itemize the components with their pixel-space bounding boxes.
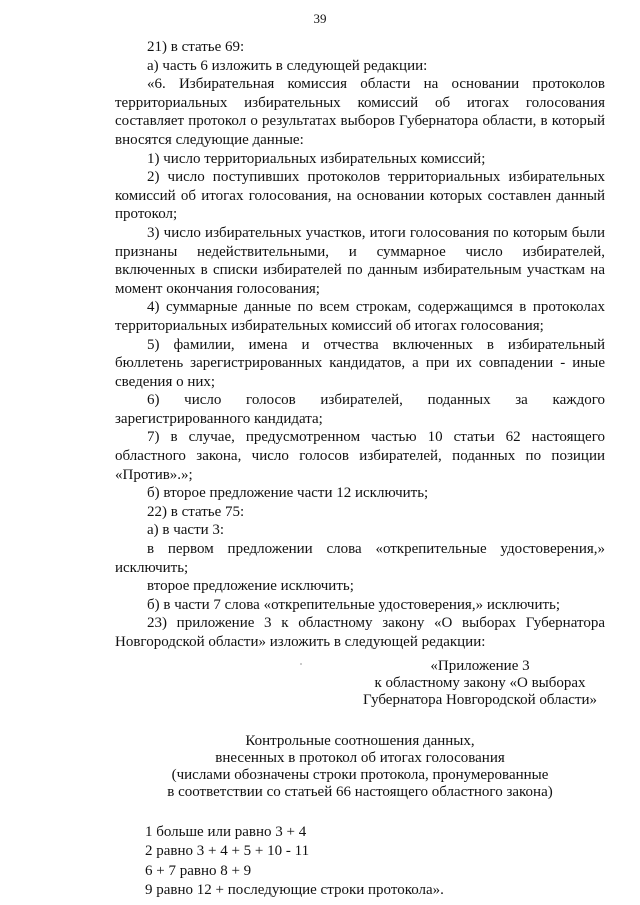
paragraph: 23) приложение 3 к областному закону «О выборах Губернатора Новгородской области» изложить в следующей редакции: — [115, 615, 605, 650]
appendix-title-line: в соответствии со статьей 66 настоящего областного закона) — [167, 783, 553, 800]
paragraph: 1) число территориальных избирательных комиссий; — [147, 150, 486, 167]
paragraph: 2) число поступивших протоколов территориальных избирательных комиссий об итогах голосования, на основании которых составлен данный протокол; — [115, 169, 605, 223]
paragraph: б) в части 7 слова «открепительные удостоверения,» исключить; — [147, 596, 561, 613]
paragraph: 5) фамилии, имена и отчества включенных в избирательный бюллетень зарегистрированных кандидатов, а при их совпадении - иные сведения о них; — [115, 336, 605, 390]
formula-line: 9 равно 12 + последующие строки протокола». — [145, 882, 444, 899]
formula-line: 2 равно 3 + 4 + 5 + 10 - 11 — [145, 843, 310, 860]
paragraph: 21) в статье 69: — [147, 39, 245, 55]
appendix-header-line: Губернатора Новгородской области» — [362, 691, 598, 708]
paragraph: а) в части 3: — [147, 522, 225, 539]
appendix-title-line: (числами обозначены строки протокола, пронумерованные — [171, 766, 549, 783]
appendix-title-line: внесенных в протокол об итогах голосования — [215, 749, 505, 766]
paragraph: 22) в статье 75: — [147, 503, 245, 520]
paragraph: б) второе предложение части 12 исключить; — [147, 485, 429, 502]
appendix-header-line: к областному закону «О выборах — [374, 674, 586, 691]
paragraph: второе предложение исключить; — [147, 578, 354, 595]
paragraph-list — [115, 38, 605, 652]
appendix-header-line: «Приложение 3 — [430, 657, 530, 674]
paragraph: 7) в случае, предусмотренном частью 10 статьи 62 настоящего областного закона, число голосов избирателей, поданных по позиции «Против».»; — [115, 429, 605, 483]
paragraph: а) часть 6 изложить в следующей редакции: — [147, 57, 428, 74]
paragraph: 4) суммарные данные по всем строкам, содержащимся в протоколах территориальных избирательных комиссий об итогах голосования; — [115, 299, 605, 334]
formula-list — [145, 823, 605, 901]
appendix-header — [355, 658, 605, 709]
appendix-title-line: Контрольные соотношения данных, — [245, 732, 475, 749]
formula-line: 1 больше или равно 3 + 4 — [145, 823, 307, 840]
appendix-title — [115, 733, 605, 801]
paragraph: 6) число голосов избирателей, поданных за каждого зарегистрированного кандидата; — [115, 392, 605, 427]
document-body — [115, 38, 605, 901]
scan-speck — [300, 663, 302, 665]
paragraph: «6. Избирательная комиссия области на основании протоколов территориальных избирательных комиссий об итогах голосования составляет протокол о результатах выборов Губернатора области, в который вносятся следующие данные: — [115, 76, 605, 148]
page-number: 39 — [313, 11, 327, 26]
paragraph: 3) число избирательных участков, итоги голосования по которым были признаны недействительными, и суммарное число избирателей, включенных в списки избирателей по данным избирательным участкам на момент окончания голосования; — [115, 224, 605, 297]
formula-line: 6 + 7 равно 8 + 9 — [145, 862, 252, 879]
paragraph: в первом предложении слова «открепительные удостоверения,» исключить; — [115, 541, 605, 576]
